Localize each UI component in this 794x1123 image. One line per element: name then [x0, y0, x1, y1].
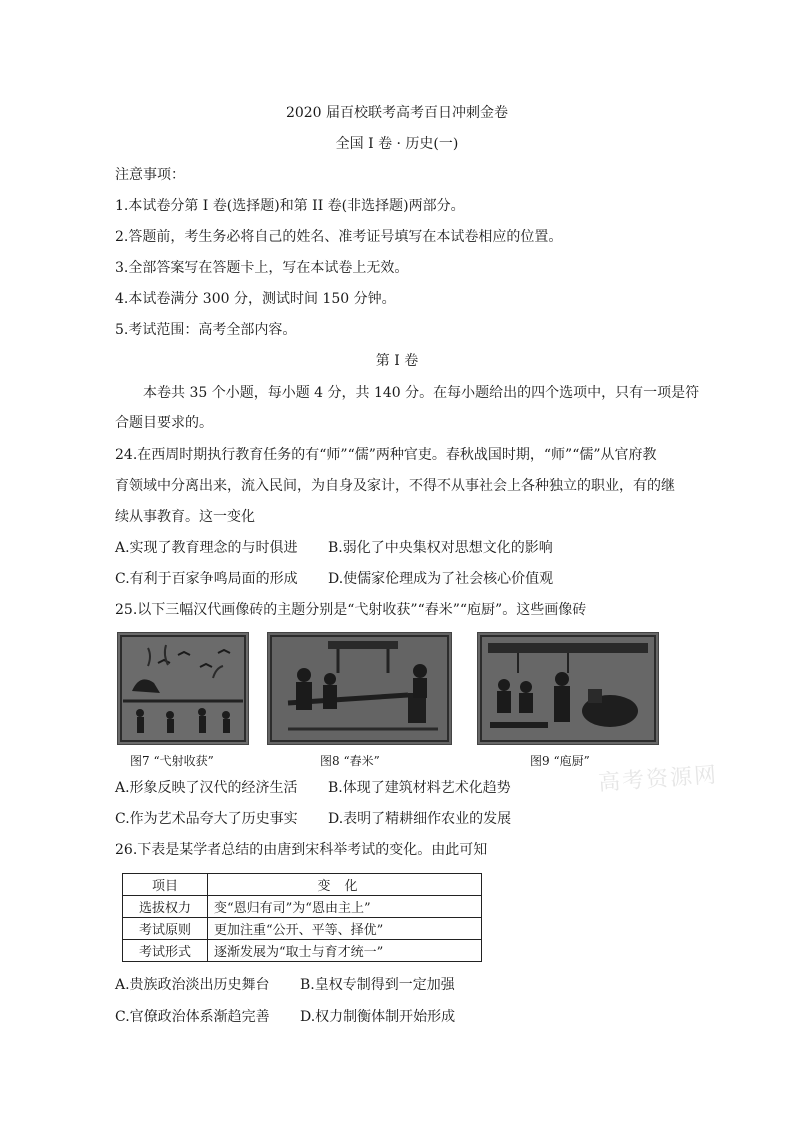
section-intro-cont: 合题目要求的。: [115, 415, 213, 431]
q26-option-b: B.皇权专制得到一定加强: [300, 977, 455, 993]
q26-option-a: A.贵族政治淡出历史舞台: [115, 977, 270, 993]
notice-item: 1.本试卷分第 I 卷(选择题)和第 II 卷(非选择题)两部分。: [115, 198, 465, 214]
figure-9-caption: 图9 “庖厨”: [530, 754, 590, 768]
table-cell: 选拔权力: [123, 896, 208, 918]
q24-stem: 续从事教育。这一变化: [115, 509, 255, 525]
table-cell: 变“恩归有司”为“恩由主上”: [208, 896, 482, 918]
section-intro: 本卷共 35 个小题，每小题 4 分，共 140 分。在每小题给出的四个选项中，只有一项是符: [143, 385, 700, 401]
q26-option-d: D.权力制衡体制开始形成: [300, 1009, 456, 1025]
q25-option-b: B.体现了建筑材料艺术化趋势: [328, 780, 511, 796]
figure-8-image: [267, 632, 452, 745]
table-cell: 更加注重“公开、平等、择优”: [208, 918, 482, 940]
table-header-row: [123, 874, 482, 896]
q26-table: [122, 873, 482, 962]
notice-item: 3.全部答案写在答题卡上，写在本试卷上无效。: [115, 260, 409, 276]
paper-subtitle: 全国 I 卷 · 历史(一): [335, 136, 459, 152]
paper-title: 2020 届百校联考高考百日冲刺金卷: [285, 105, 509, 121]
q24-option-a: A.实现了教育理念的与时俱进: [115, 540, 298, 556]
section-title: 第 I 卷: [375, 353, 419, 369]
figure-8-caption: 图8 “舂米”: [320, 754, 380, 768]
watermark: 高考资源网: [597, 762, 719, 797]
q24-option-d: D.使儒家伦理成为了社会核心价值观: [328, 571, 554, 587]
figure-7-image: [117, 632, 249, 745]
notice-heading: 注意事项：: [115, 167, 185, 183]
q25-option-c: C.作为艺术品夸大了历史事实: [115, 811, 298, 827]
table-row: [123, 896, 482, 918]
table-header-cell: 项目: [123, 874, 208, 896]
q25-option-a: A.形象反映了汉代的经济生活: [115, 780, 298, 796]
notice-item: 5.考试范围：高考全部内容。: [115, 322, 297, 338]
notice-item: 4.本试卷满分 300 分，测试时间 150 分钟。: [115, 291, 396, 307]
q25-stem: 25.以下三幅汉代画像砖的主题分别是“弋射收获”“舂米”“庖厨”。这些画像砖: [115, 602, 587, 618]
q26-stem: 26.下表是某学者总结的由唐到宋科举考试的变化。由此可知: [115, 842, 488, 858]
q25-option-d: D.表明了精耕细作农业的发展: [328, 811, 512, 827]
figure-7-caption: 图7 “弋射收获”: [130, 754, 214, 768]
table-cell: 考试形式: [123, 940, 208, 962]
q24-option-b: B.弱化了中央集权对思想文化的影响: [328, 540, 553, 556]
table-row: [123, 940, 482, 962]
table-cell: 逐渐发展为“取士与育才统一”: [208, 940, 482, 962]
figure-9-image: [477, 632, 659, 745]
table-cell: 考试原则: [123, 918, 208, 940]
q24-stem: 24.在西周时期执行教育任务的有“师”“儒”两种官吏。春秋战国时期，“师”“儒”从官府教: [115, 447, 657, 463]
table-header-cell: 变化: [208, 874, 482, 896]
q26-option-c: C.官僚政治体系渐趋完善: [115, 1009, 270, 1025]
q24-stem: 育领域中分离出来，流入民间，为自身及家计，不得不从事社会上各种独立的职业，有的继: [115, 478, 675, 494]
notice-item: 2.答题前，考生务必将自己的姓名、准考证号填写在本试卷相应的位置。: [115, 229, 563, 245]
table-row: [123, 918, 482, 940]
q24-option-c: C.有利于百家争鸣局面的形成: [115, 571, 298, 587]
